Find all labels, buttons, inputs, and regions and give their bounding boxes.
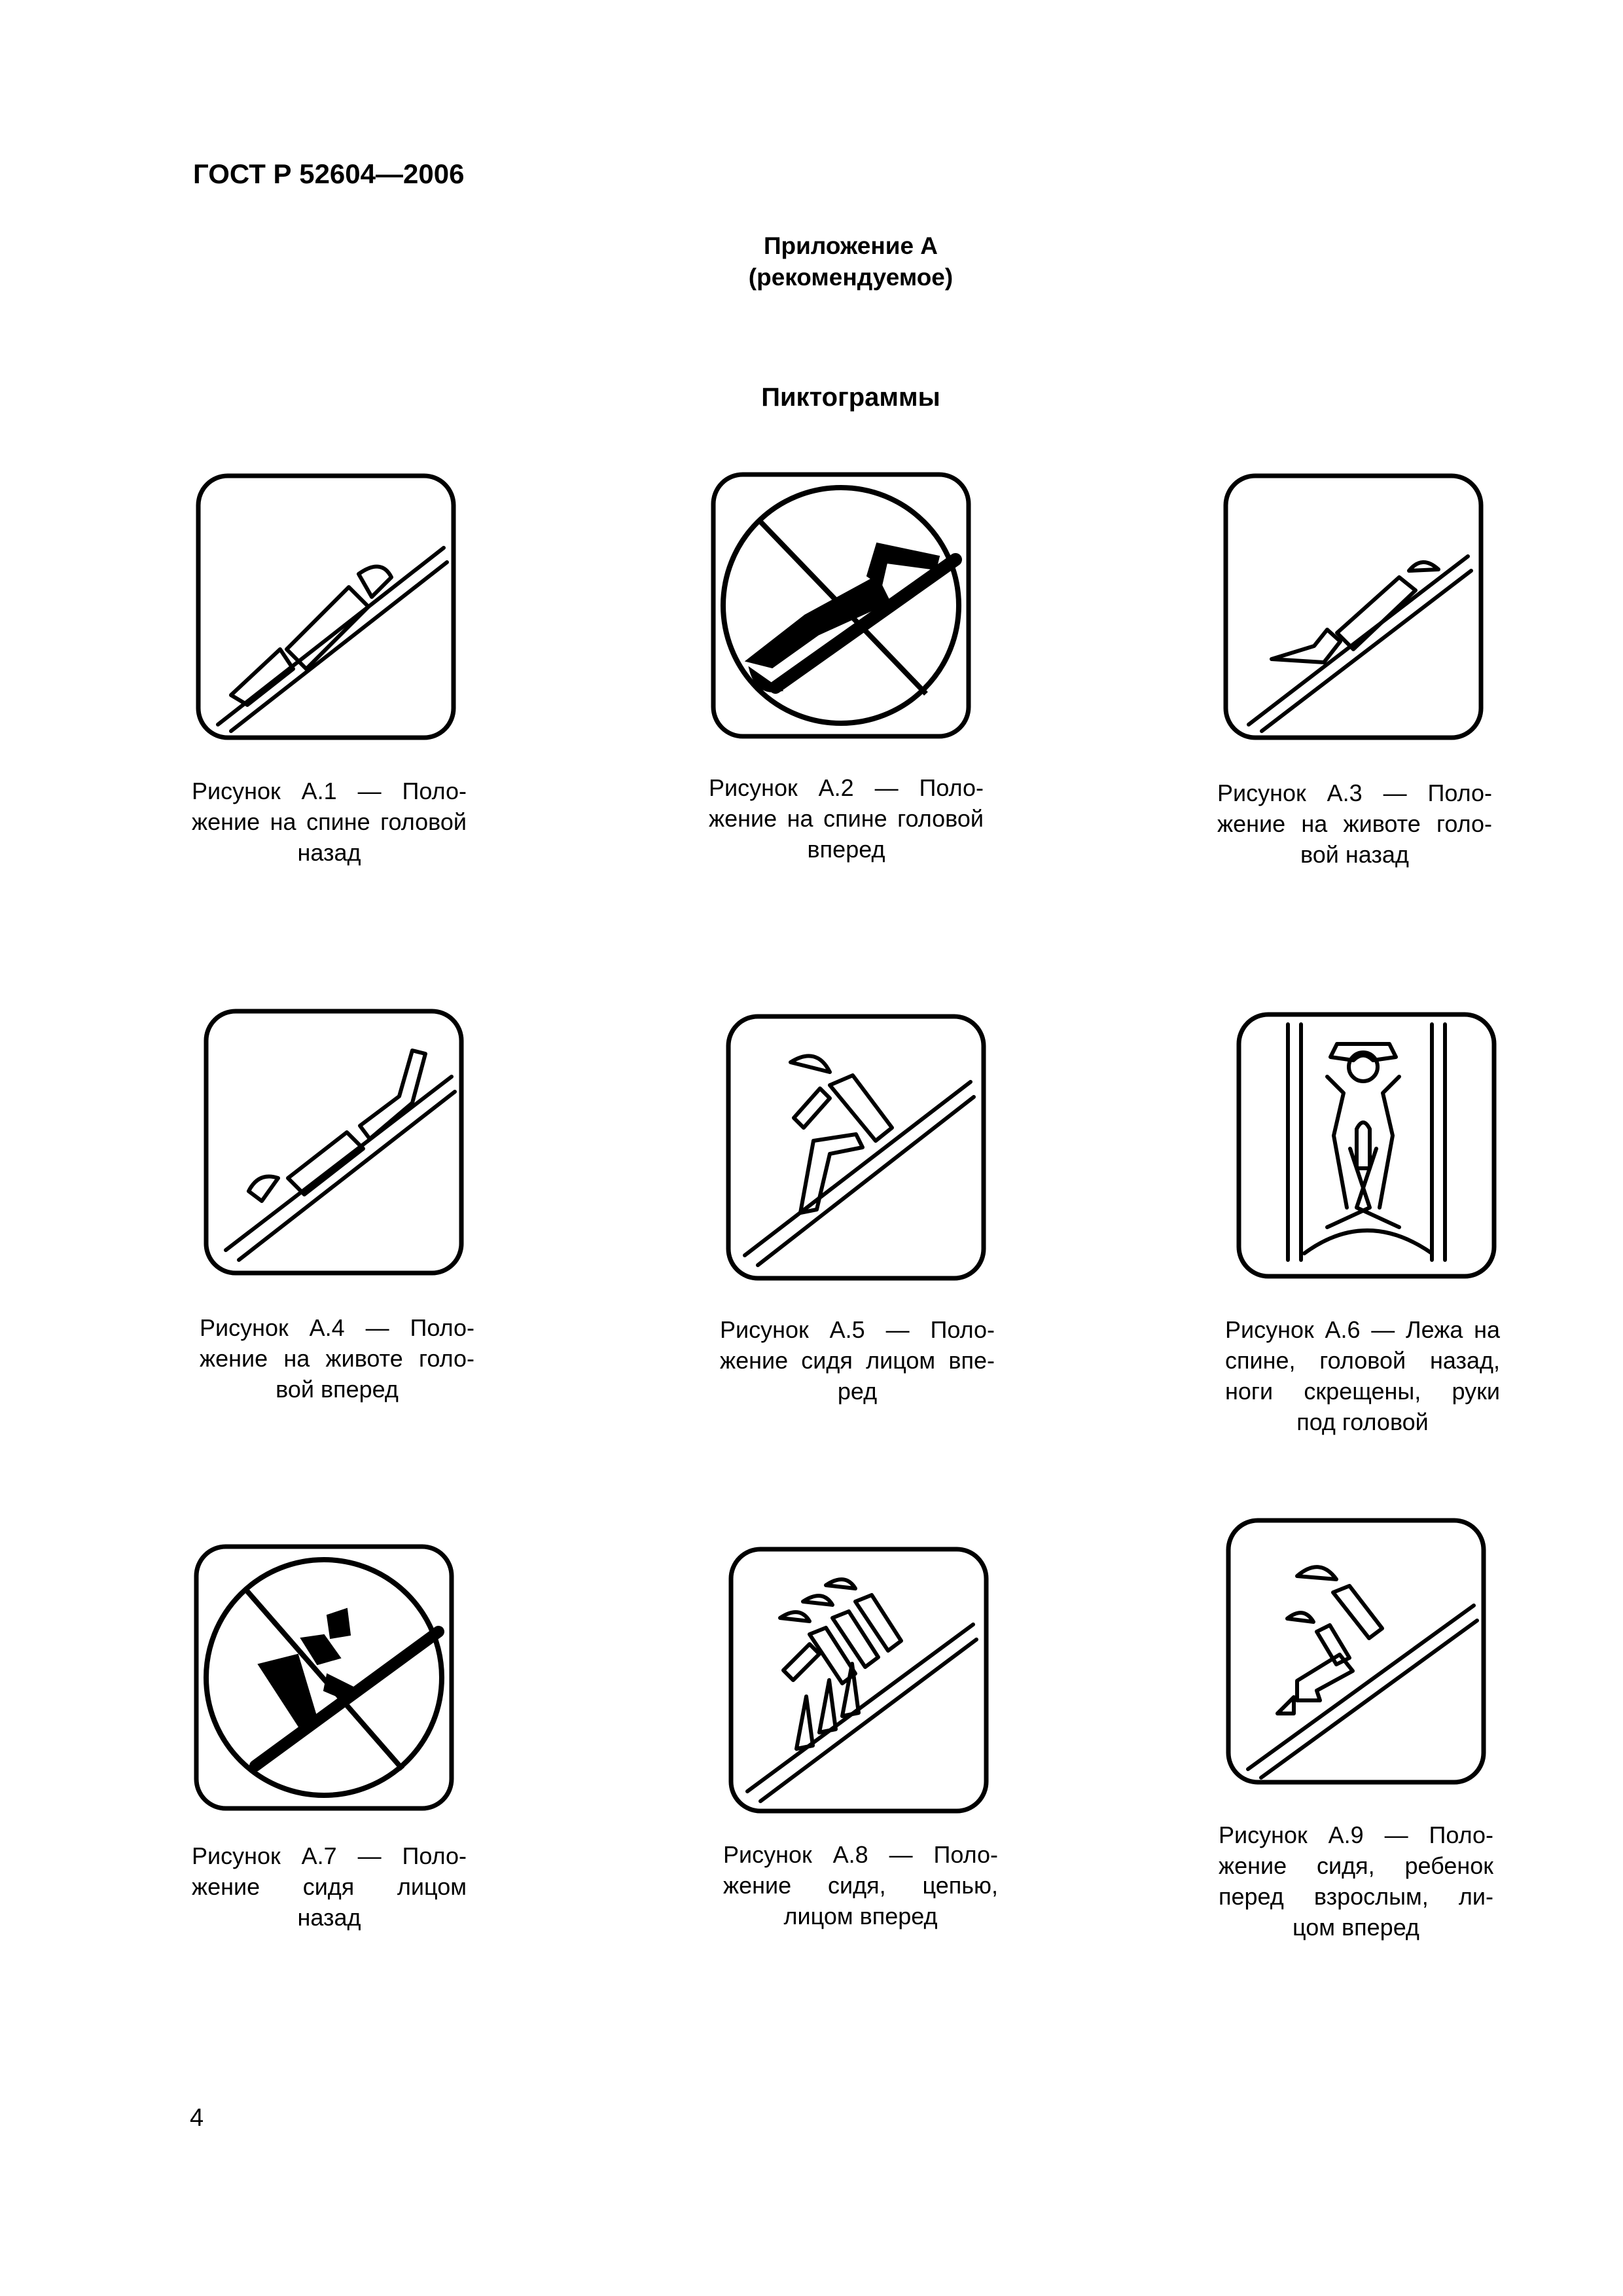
- appendix-heading: [654, 230, 1047, 293]
- caption-line: жение на животе голо-: [200, 1345, 474, 1372]
- appendix-title: Приложение А: [763, 232, 938, 259]
- caption-line: Рисунок А.9 — Поло-: [1219, 1821, 1493, 1848]
- caption-line: жение сидя лицом впе-: [720, 1347, 995, 1374]
- appendix-status: (рекомендуемое): [748, 264, 954, 291]
- caption-line: Рисунок А.8 — Поло-: [723, 1841, 998, 1868]
- caption-line: под головой: [1296, 1408, 1429, 1435]
- caption-line: назад: [297, 1904, 361, 1931]
- caption-line: Рисунок А.1 — Поло-: [192, 778, 467, 804]
- prohibited-sled-sitting-face-back-icon: [193, 1543, 455, 1812]
- figure-a9-caption: [1219, 1820, 1493, 1943]
- caption-line: жение на животе голо-: [1217, 810, 1492, 837]
- figure-a6-caption: [1225, 1314, 1500, 1437]
- sled-on-back-head-back-icon: [195, 473, 457, 741]
- caption-line: вой вперед: [276, 1376, 399, 1403]
- figure-a4-caption: [200, 1312, 474, 1405]
- caption-line: лицом вперед: [783, 1903, 938, 1929]
- sled-on-belly-head-back-icon: [1222, 473, 1484, 741]
- caption-line: Рисунок А.6 — Лежа на: [1225, 1316, 1500, 1343]
- caption-line: жение сидя, цепью,: [723, 1872, 998, 1899]
- caption-line: перед взрослым, ли-: [1219, 1883, 1493, 1910]
- sled-sitting-chain-icon: [728, 1546, 990, 1814]
- page-number: 4: [190, 2104, 204, 2132]
- figure-a8-caption: [723, 1839, 998, 1931]
- section-title: Пиктограммы: [761, 383, 940, 412]
- caption-line: Рисунок А.4 — Поло-: [200, 1314, 474, 1341]
- caption-line: ноги скрещены, руки: [1225, 1378, 1500, 1405]
- sled-on-belly-head-forward-icon: [203, 1008, 465, 1276]
- caption-line: Рисунок А.5 — Поло-: [720, 1316, 995, 1343]
- caption-line: назад: [297, 839, 361, 866]
- caption-line: жение сидя лицом: [192, 1873, 467, 1900]
- figure-a5-caption: [720, 1314, 995, 1407]
- caption-line: жение на спине головой: [709, 805, 984, 832]
- document-code: ГОСТ Р 52604—2006: [193, 158, 465, 189]
- caption-line: жение сидя, ребенок: [1219, 1852, 1493, 1879]
- figure-a3-caption: [1217, 778, 1492, 870]
- caption-line: цом вперед: [1293, 1914, 1419, 1941]
- sled-sitting-face-forward-icon: [725, 1013, 987, 1282]
- prohibited-sled-on-back-head-forward-icon: [710, 471, 972, 740]
- caption-line: Рисунок А.3 — Поло-: [1217, 780, 1492, 806]
- caption-line: вперед: [807, 836, 885, 863]
- caption-line: Рисунок А.2 — Поло-: [709, 774, 984, 801]
- caption-line: ред: [837, 1378, 878, 1405]
- caption-line: жение на спине головой: [192, 808, 467, 835]
- slide-lying-legs-crossed-icon: [1236, 1011, 1497, 1280]
- figure-a2-caption: [709, 772, 984, 865]
- figure-a1-caption: [192, 776, 467, 868]
- sled-child-before-adult-icon: [1225, 1517, 1487, 1785]
- figure-a7-caption: [192, 1840, 467, 1933]
- caption-line: Рисунок А.7 — Поло-: [192, 1842, 467, 1869]
- caption-line: вой назад: [1300, 841, 1409, 868]
- caption-line: спине, головой назад,: [1225, 1347, 1500, 1374]
